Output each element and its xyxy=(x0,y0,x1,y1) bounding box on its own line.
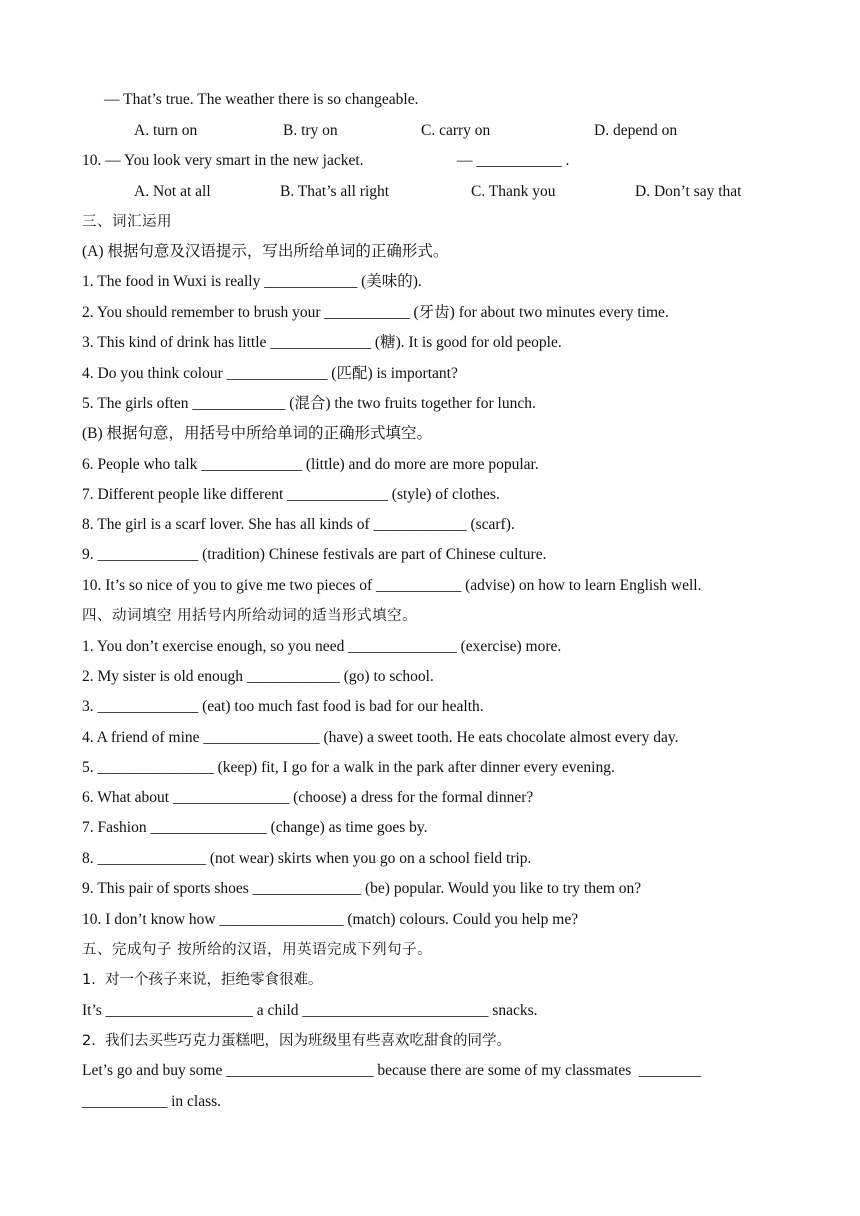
section3-heading: 三、词汇运用 xyxy=(82,214,172,230)
s4-item-4: 4. A friend of mine _______________ (have) a sweet tooth. He eats chocolate almost every day. xyxy=(82,729,679,746)
s5-q2-chinese: 2. 我们去买些巧克力蛋糕吧，因为班级里有些喜欢吃甜食的同学。 xyxy=(82,1033,512,1049)
section3-partB-instruction: (B) 根据句意，用括号中所给单词的正确形式填空。 xyxy=(82,425,433,442)
s3-item-3: 3. This kind of drink has little _____________ (糖). It is good for old people. xyxy=(82,334,562,351)
s3-item-1: 1. The food in Wuxi is really ____________ (美味的). xyxy=(82,273,422,290)
s5-q1-chinese: 1. 对一个孩子来说，拒绝零食很难。 xyxy=(82,972,323,988)
s4-item-5: 5. _______________ (keep) fit, I go for a walk in the park after dinner every evening. xyxy=(82,759,615,776)
s4-item-7: 7. Fashion _______________ (change) as time goes by. xyxy=(82,819,428,836)
s3-item-8: 8. The girl is a scarf lover. She has all kinds of ____________ (scarf). xyxy=(82,516,515,533)
s4-item-6: 6. What about _______________ (choose) a dress for the formal dinner? xyxy=(82,789,534,806)
s4-item-10: 10. I don’t know how ________________ (match) colours. Could you help me? xyxy=(82,911,579,928)
s3-item-2: 2. You should remember to brush your ___________ (牙齿) for about two minutes every time. xyxy=(82,304,669,321)
q9-reply: — That’s true. The weather there is so changeable. xyxy=(104,91,419,108)
q9-option-d: D. depend on xyxy=(594,122,678,139)
section4-heading: 四、动词填空 用括号内所给动词的适当形式填空。 xyxy=(82,608,418,624)
s3-item-4: 4. Do you think colour _____________ (匹配) is important? xyxy=(82,365,458,382)
s4-item-9: 9. This pair of sports shoes ______________ (be) popular. Would you like to try them on? xyxy=(82,880,642,897)
q10-reply: — ___________ . xyxy=(457,152,570,169)
q10-option-d: D. Don’t say that xyxy=(635,183,742,200)
s3-item-7: 7. Different people like different _____________ (style) of clothes. xyxy=(82,486,500,503)
q9-option-a: A. turn on xyxy=(134,122,198,139)
s5-q1-english: It’s ___________________ a child ________________________ snacks. xyxy=(82,1002,538,1019)
s3-item-9: 9. _____________ (tradition) Chinese festivals are part of Chinese culture. xyxy=(82,546,547,563)
s4-item-8: 8. ______________ (not wear) skirts when you go on a school field trip. xyxy=(82,850,532,867)
q10-option-c: C. Thank you xyxy=(471,183,556,200)
section5-heading: 五、完成句子 按所给的汉语，用英语完成下列句子。 xyxy=(82,942,433,958)
s5-q2-english: Let’s go and buy some ___________________ because there are some of my classmates ________ xyxy=(82,1062,702,1079)
s5-q2-english-cont: ___________ in class. xyxy=(82,1093,222,1110)
q10-option-a: A. Not at all xyxy=(134,183,211,200)
section3-partA-instruction: (A) 根据句意及汉语提示，写出所给单词的正确形式。 xyxy=(82,243,449,260)
q10-stem: 10. — You look very smart in the new jacket. xyxy=(82,152,364,169)
s4-item-3: 3. _____________ (eat) too much fast food is bad for our health. xyxy=(82,698,484,715)
s3-item-5: 5. The girls often ____________ (混合) the two fruits together for lunch. xyxy=(82,395,536,412)
q10-option-b: B. That’s all right xyxy=(280,183,390,200)
s3-item-6: 6. People who talk _____________ (little) and do more are more popular. xyxy=(82,456,539,473)
s4-item-2: 2. My sister is old enough ____________ (go) to school. xyxy=(82,668,434,685)
s4-item-1: 1. You don’t exercise enough, so you need ______________ (exercise) more. xyxy=(82,638,562,655)
s3-item-10: 10. It’s so nice of you to give me two pieces of ___________ (advise) on how to learn English well. xyxy=(82,577,702,594)
q9-option-b: B. try on xyxy=(283,122,338,139)
q9-option-c: C. carry on xyxy=(421,122,491,139)
